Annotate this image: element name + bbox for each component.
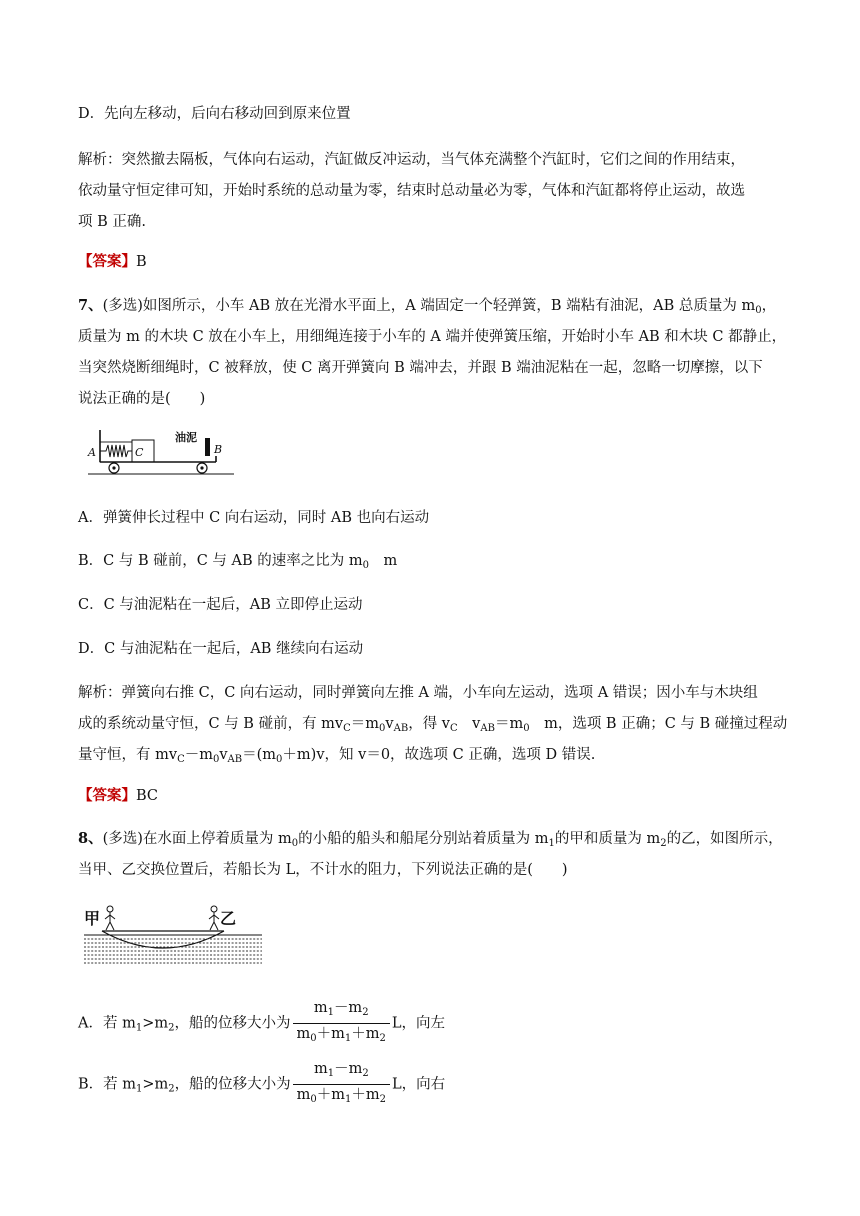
subscript: AB xyxy=(227,754,243,765)
an3-b: －m xyxy=(184,747,213,763)
subscript: 2 xyxy=(379,1094,387,1105)
q7-option-a: A．弹簧伸长过程中 C 向右运动，同时 AB 也向右运动 xyxy=(78,510,430,526)
subscript: 1 xyxy=(135,1022,143,1034)
subscript: 1 xyxy=(548,838,555,849)
label-b: B xyxy=(214,443,223,456)
answer-7 xyxy=(78,786,158,806)
label-c: C xyxy=(135,446,144,459)
subscript: 1 xyxy=(327,1068,335,1079)
subscript: 2 xyxy=(168,1022,175,1034)
frac-den-plus: ＋m xyxy=(351,1087,380,1103)
analysis-6-line-3: 项 B 正确. xyxy=(78,214,146,230)
subscript: 2 xyxy=(362,1068,369,1079)
frac-den-plus: ＋m xyxy=(316,1087,346,1103)
q8-line-2: 当甲、乙交换位置后，若船长为 L，不计水的阻力，下列说法正确的是( ) xyxy=(78,862,568,878)
q7-text-end: ， xyxy=(761,298,777,314)
frac-num-minus: －m xyxy=(334,1061,363,1077)
analysis-6-line-1: 解析：突然撤去隔板，气体向右运动，汽缸做反冲运动，当气体充满整个汽缸时，它们之间的作用结束， xyxy=(78,152,745,168)
frac-num: m xyxy=(313,1061,328,1077)
subscript: 0 xyxy=(291,838,299,849)
q7-option-d: D．C 与油泥粘在一起后，AB 继续向右运动 xyxy=(78,641,364,657)
opt-b-pre: B．C 与 B 碰前，C 与 AB 的速率之比为 m xyxy=(78,553,363,569)
an2-d: v xyxy=(457,716,481,732)
q7-line-3: 当突然烧断细绳时，C 被释放，使 C 离开弹簧向 B 端冲去，并跟 B 端油泥粘在一起，忽略一切摩擦，以下 xyxy=(78,360,763,376)
an2-e: ＝m xyxy=(494,716,524,732)
q7-text: (多选)如图所示，小车 AB 放在光滑水平面上，A 端固定一个轻弹簧，B 端粘有油泥，AB 总质量为 m xyxy=(102,298,756,314)
fraction xyxy=(293,999,390,1048)
label-putty: 油泥 xyxy=(175,431,197,444)
opt-b-mid: >m xyxy=(142,1076,169,1093)
opt-b-post: L，向右 xyxy=(392,1076,446,1093)
subscript: 1 xyxy=(136,1083,143,1095)
frac-den-plus: ＋m xyxy=(316,1026,345,1042)
subscript: 1 xyxy=(327,1007,334,1018)
q8-option-b xyxy=(78,1060,445,1110)
answer-value: B xyxy=(136,254,147,270)
answer-label: 【答案】 xyxy=(78,787,136,804)
label-a: A xyxy=(88,446,96,459)
frac-num: m xyxy=(313,1000,328,1016)
opt-a-pre: A．若 m xyxy=(78,1015,136,1032)
q7-line-4: 说法正确的是( ) xyxy=(78,391,206,407)
subscript: C xyxy=(450,723,458,734)
subscript: AB xyxy=(480,723,495,734)
opt-b-txt: ，船的位移大小为 xyxy=(174,1076,291,1093)
subscript: 0 xyxy=(310,1033,317,1044)
q8-option-a xyxy=(78,999,445,1049)
subscript: 2 xyxy=(660,838,667,849)
opt-a-mid: >m xyxy=(142,1015,169,1032)
subscript: 0 xyxy=(212,754,220,765)
subscript: AB xyxy=(393,723,409,734)
q7-number: 7、 xyxy=(78,297,103,314)
q7-option-b xyxy=(78,551,397,576)
frac-den: m xyxy=(296,1087,311,1103)
q7-analysis-line-2: 成的系统动量守恒，C 与 B 碰前，有 $mv_C=m_0v_{AB}$，得 $v_C$ $v_{AB}=m_0$ m，选项 B 正确；C 与 B 碰撞过程动 xyxy=(78,716,788,734)
option-d-prev: D．先向左移动，后向右移动回到原来位置 xyxy=(78,106,351,122)
q8-a: (多选)在水面上停着质量为 m xyxy=(102,831,292,847)
opt-b-post: m xyxy=(369,553,398,569)
q7-line-2: 质量为 m 的木块 C 放在小车上，用细绳连接于小车的 A 端并使弹簧压缩，开始时小车 AB 和木块 C 都静止， xyxy=(78,329,787,345)
an3-a: 量守恒，有 mv xyxy=(78,747,178,763)
subscript: 0 xyxy=(523,723,530,734)
frac-den: m xyxy=(296,1026,311,1042)
an2-a: 成的系统动量守恒，C 与 B 碰前，有 mv xyxy=(78,716,344,732)
opt-a-post: L，向左 xyxy=(391,1015,446,1032)
subscript: 0 xyxy=(362,560,370,571)
an3-c: ＝(m xyxy=(242,747,277,763)
answer-value: BC xyxy=(136,788,159,804)
opt-a-txt: ，船的位移大小为 xyxy=(174,1015,291,1032)
frac-num-minus: －m xyxy=(333,1000,363,1016)
subscript: 0 xyxy=(755,305,762,316)
q8-line-1 xyxy=(78,829,783,854)
q7-analysis-line-3: 量守恒，有 $mv_C-m_0v_{AB}=(m_0+m)v$，知 v＝0，故选项 C 正确，选项 D 错误. xyxy=(78,747,596,765)
analysis-6-line-2: 依动量守恒定律可知，开始时系统的总动量为零，结束时总动量必为零，气体和汽缸都将停止运动，故选 xyxy=(78,183,745,199)
q8-b: 的小船的船头和船尾分别站着质量为 m xyxy=(298,831,549,847)
label-jia: 甲 xyxy=(84,909,101,928)
subscript: 0 xyxy=(310,1094,317,1105)
subscript: C xyxy=(177,754,185,765)
q8-c: 的甲和质量为 m xyxy=(554,831,661,847)
subscript: 2 xyxy=(379,1033,386,1044)
subscript: 0 xyxy=(379,723,386,734)
answer-label: 【答案】 xyxy=(78,253,136,270)
an2-f: m，选项 B 正确；C 与 B 碰撞过程动 xyxy=(529,716,788,732)
an2-b: ＝m xyxy=(350,716,380,732)
q7-option-c: C．C 与油泥粘在一起后，AB 立即停止运动 xyxy=(78,597,363,613)
an2-c: ，得 v xyxy=(408,716,451,732)
fraction xyxy=(293,1060,390,1109)
subscript: 2 xyxy=(362,1007,369,1018)
subscript: 0 xyxy=(276,754,283,765)
q7-analysis-line-1: 解析：弹簧向右推 C，C 向右运动，同时弹簧向左推 A 端，小车向左运动，选项 A 错误；因小车与木块组 xyxy=(78,685,758,701)
subscript: 1 xyxy=(344,1033,352,1044)
label-yi: 乙 xyxy=(220,909,237,928)
subscript: 1 xyxy=(345,1094,352,1105)
subscript: C xyxy=(343,723,351,734)
q8-d: 的乙，如图所示， xyxy=(666,831,783,847)
opt-b-pre: B．若 m xyxy=(78,1076,137,1093)
q8-number: 8、 xyxy=(78,830,103,847)
frac-den-plus: ＋m xyxy=(351,1026,380,1042)
q7-line-1 xyxy=(78,296,776,321)
an3-d: ＋m)v，知 v＝0，故选项 C 正确，选项 D 错误. xyxy=(282,747,596,763)
answer-6 xyxy=(78,252,147,272)
boat-figure xyxy=(84,903,264,967)
subscript: 2 xyxy=(168,1083,175,1095)
